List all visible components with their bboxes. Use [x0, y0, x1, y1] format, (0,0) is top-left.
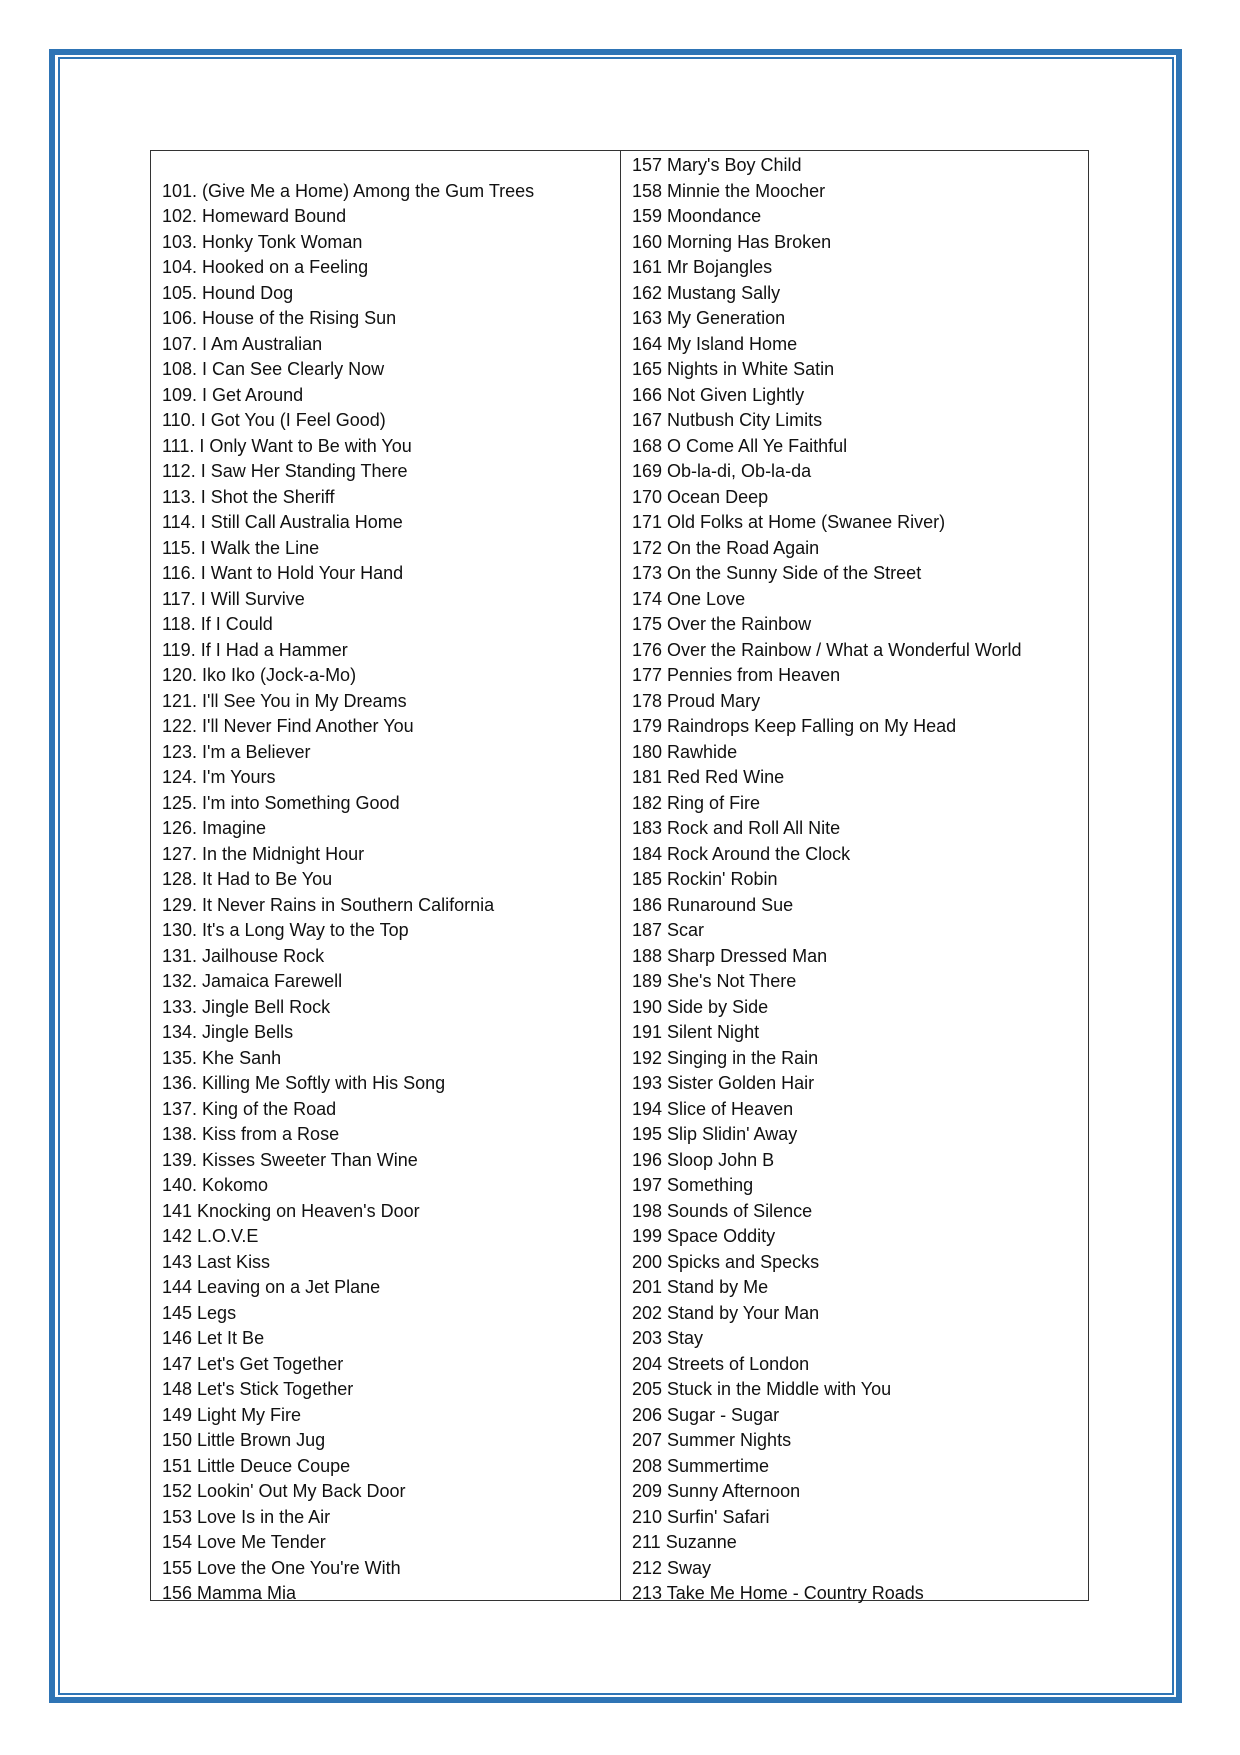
song-list-item: 155 Love the One You're With: [162, 1557, 401, 1578]
song-list-table: [150, 150, 1089, 1601]
song-list-item: 145 Legs: [162, 1302, 237, 1323]
song-list-item: 112. I Saw Her Standing There: [162, 461, 408, 481]
song-list-item: 197 Something: [632, 1175, 754, 1195]
song-list-item: 125. I'm into Something Good: [162, 792, 400, 813]
song-list-item: 165 Nights in White Satin: [632, 359, 835, 379]
song-list-item: 122. I'll Never Find Another You: [162, 716, 414, 736]
song-list-item: 204 Streets of London: [632, 1353, 810, 1374]
song-list-item: 198 Sounds of Silence: [632, 1200, 813, 1221]
song-list-item: 194 Slice of Heaven: [632, 1098, 794, 1119]
song-list-item: 157 Mary's Boy Child: [632, 155, 802, 175]
song-list-item: 213 Take Me Home - Country Roads: [632, 1583, 924, 1603]
song-list-item: 139. Kisses Sweeter Than Wine: [162, 1149, 418, 1170]
song-list-item: 183 Rock and Roll All Nite: [632, 818, 841, 838]
song-list-item: 116. I Want to Hold Your Hand: [162, 563, 404, 583]
song-list-item: 105. Hound Dog: [162, 282, 294, 303]
song-list-item: 111. I Only Want to Be with You: [162, 435, 412, 456]
song-list-item: 132. Jamaica Farewell: [162, 971, 343, 991]
song-list-item: 127. In the Midnight Hour: [162, 843, 365, 864]
song-list-item: 171 Old Folks at Home (Swanee River): [632, 512, 946, 532]
song-list-item: 133. Jingle Bell Rock: [162, 996, 331, 1017]
song-list-item: 187 Scar: [632, 920, 705, 940]
song-list-item: 210 Surfin' Safari: [632, 1506, 770, 1527]
song-list-item: 160 Morning Has Broken: [632, 231, 832, 252]
song-list-item: 167 Nutbush City Limits: [632, 410, 823, 430]
song-list-item: 124. I'm Yours: [162, 767, 276, 787]
song-list-item: 186 Runaround Sue: [632, 894, 794, 915]
song-list-item: 196 Sloop John B: [632, 1149, 775, 1170]
song-list-item: 107. I Am Australian: [162, 333, 323, 354]
song-list-item: 201 Stand by Me: [632, 1277, 769, 1297]
song-list-item: 173 On the Sunny Side of the Street: [632, 563, 922, 583]
song-list-item: 114. I Still Call Australia Home: [162, 512, 403, 532]
song-list-item: 164 My Island Home: [632, 333, 798, 354]
song-list-item: 147 Let's Get Together: [162, 1353, 344, 1374]
song-list-item: 184 Rock Around the Clock: [632, 843, 851, 864]
song-list-item: 162 Mustang Sally: [632, 282, 781, 303]
song-list-item: 123. I'm a Believer: [162, 741, 311, 762]
song-list-item: 174 One Love: [632, 588, 746, 609]
song-list-item: 189 She's Not There: [632, 971, 797, 991]
song-list-item: 135. Khe Sanh: [162, 1047, 282, 1068]
song-list-item: 180 Rawhide: [632, 741, 738, 762]
song-list-item: 149 Light My Fire: [162, 1404, 302, 1425]
song-list-item: 209 Sunny Afternoon: [632, 1481, 801, 1501]
song-list-item: 206 Sugar - Sugar: [632, 1404, 780, 1425]
song-list-item: 136. Killing Me Softly with His Song: [162, 1073, 446, 1093]
song-list-item: 152 Lookin' Out My Back Door: [162, 1481, 406, 1501]
song-list-item: 211 Suzanne: [632, 1532, 737, 1552]
song-list-item: 177 Pennies from Heaven: [632, 665, 841, 685]
song-list-item: 175 Over the Rainbow: [632, 614, 812, 634]
song-list-item: 108. I Can See Clearly Now: [162, 359, 385, 379]
song-list-item: 182 Ring of Fire: [632, 792, 761, 813]
song-list-item: 156 Mamma Mia: [162, 1583, 297, 1603]
song-list-item: 208 Summertime: [632, 1455, 770, 1476]
song-list-item: 195 Slip Slidin' Away: [632, 1124, 798, 1144]
song-list-item: 138. Kiss from a Rose: [162, 1124, 340, 1144]
song-list-item: 163 My Generation: [632, 308, 786, 328]
song-list-item: 161 Mr Bojangles: [632, 257, 773, 277]
song-list-item: 150 Little Brown Jug: [162, 1430, 326, 1450]
song-list-item: 193 Sister Golden Hair: [632, 1073, 815, 1093]
song-list-item: 140. Kokomo: [162, 1175, 269, 1195]
song-list-item: 141 Knocking on Heaven's Door: [162, 1200, 420, 1221]
song-list-item: 129. It Never Rains in Southern California: [162, 894, 495, 915]
song-list-right-column: [621, 151, 1088, 1603]
song-list-item: 172 On the Road Again: [632, 537, 820, 558]
song-list-item: 117. I Will Survive: [162, 588, 305, 609]
song-list-item: 148 Let's Stick Together: [162, 1379, 354, 1399]
song-list-item: 101. (Give Me a Home) Among the Gum Trees: [162, 180, 535, 201]
song-list-item: 202 Stand by Your Man: [632, 1302, 820, 1323]
song-list-item: 179 Raindrops Keep Falling on My Head: [632, 716, 957, 736]
song-list-item: 212 Sway: [632, 1557, 712, 1578]
song-list-item: 134. Jingle Bells: [162, 1022, 294, 1042]
song-list-item: 153 Love Is in the Air: [162, 1506, 331, 1527]
song-list-item: [162, 153, 620, 179]
song-list-item: 126. Imagine: [162, 818, 267, 838]
song-list-item: 158 Minnie the Moocher: [632, 180, 826, 201]
song-list-item: 104. Hooked on a Feeling: [162, 257, 369, 277]
song-list-item: 207 Summer Nights: [632, 1430, 792, 1450]
song-list-item: 137. King of the Road: [162, 1098, 337, 1119]
song-list-item: 121. I'll See You in My Dreams: [162, 690, 407, 711]
song-list-item: 200 Spicks and Specks: [632, 1251, 820, 1272]
song-list-item: 128. It Had to Be You: [162, 869, 333, 889]
song-list-item: 169 Ob-la-di, Ob-la-da: [632, 461, 812, 481]
song-list-item: 113. I Shot the Sheriff: [162, 486, 335, 507]
song-list-item: 191 Silent Night: [632, 1022, 760, 1042]
song-list-item: 143 Last Kiss: [162, 1251, 271, 1272]
song-list-item: 110. I Got You (I Feel Good): [162, 410, 386, 430]
song-list-item: 166 Not Given Lightly: [632, 384, 805, 405]
song-list-item: 109. I Get Around: [162, 384, 304, 405]
song-list-item: 130. It's a Long Way to the Top: [162, 920, 409, 940]
song-list-item: 188 Sharp Dressed Man: [632, 945, 828, 966]
song-list-left-column: [151, 151, 621, 1603]
song-list-item: 154 Love Me Tender: [162, 1532, 326, 1552]
song-list-item: 178 Proud Mary: [632, 690, 761, 711]
song-list-item: 146 Let It Be: [162, 1328, 265, 1348]
song-list-item: 142 L.O.V.E: [162, 1226, 259, 1246]
song-list-item: 119. If I Had a Hammer: [162, 639, 348, 660]
song-list-item: 106. House of the Rising Sun: [162, 308, 397, 328]
song-list-item: 159 Moondance: [632, 206, 762, 226]
song-list-item: 120. Iko Iko (Jock-a-Mo): [162, 665, 357, 685]
song-list-item: 190 Side by Side: [632, 996, 769, 1017]
song-list-item: 205 Stuck in the Middle with You: [632, 1379, 892, 1399]
song-list-item: 131. Jailhouse Rock: [162, 945, 325, 966]
song-list-item: 181 Red Red Wine: [632, 767, 785, 787]
song-list-item: 168 O Come All Ye Faithful: [632, 435, 848, 456]
song-list-item: 103. Honky Tonk Woman: [162, 231, 363, 252]
song-list-item: 176 Over the Rainbow / What a Wonderful World: [632, 639, 1022, 660]
song-list-item: 192 Singing in the Rain: [632, 1047, 819, 1068]
song-list-item: 102. Homeward Bound: [162, 206, 347, 226]
song-list-item: 199 Space Oddity: [632, 1226, 776, 1246]
song-list-item: 118. If I Could: [162, 614, 273, 634]
song-list-item: 115. I Walk the Line: [162, 537, 320, 558]
song-list-item: 144 Leaving on a Jet Plane: [162, 1277, 381, 1297]
song-list-item: 151 Little Deuce Coupe: [162, 1455, 351, 1476]
song-list-item: 185 Rockin' Robin: [632, 869, 778, 889]
song-list-item: 203 Stay: [632, 1328, 704, 1348]
song-list-item: 170 Ocean Deep: [632, 486, 769, 507]
